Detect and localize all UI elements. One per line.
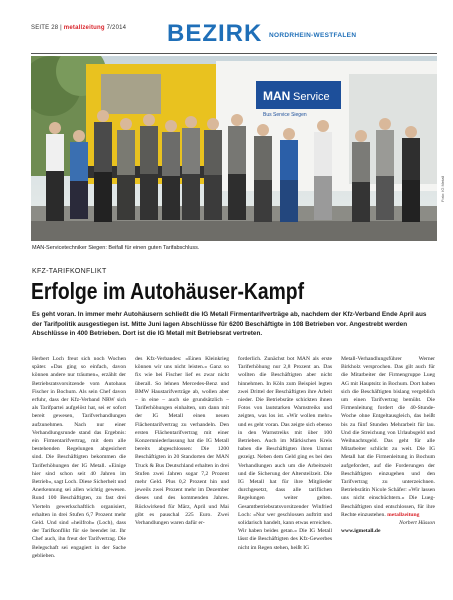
article-kicker: KFZ-TARIFKONFLIKT [32,268,107,275]
page-number: SEITE 28 [31,25,59,31]
article-column-2 [135,355,229,527]
article-column-3 [238,355,332,552]
article-body [32,355,438,585]
issue-number: 7/2014 [106,25,127,31]
page-meta: SEITE 28 | metallzeitung 7/2014 [31,25,127,31]
article-lead: Es geht voran. In immer mehr Autohäusern schließt die IG Metall Firmentarifverträge ab, nachdem der Kfz-Verband Ende April aus der Tarifpolitik ausgestiegen ist. Mitte Juni lagen Abschlüsse für 6200 Beschäftigte in 108 Betrieben vor. Angestrebt werden Abschlüsse in 400 Betrieben. Dort ist die IG Metall mit Betriebsrat vertreten. [32,311,427,337]
section-title: BEZIRK [167,20,263,47]
sign-text: Service [293,91,330,103]
column-4-body: Metall-Verhandlungsführer Werner Birkholz versprochen. Das gilt auch für die Mitarbeiter der Firmengruppe Lueg AG mit Hauptsitz in Bochum. Dort haben sich die Beschäftigten bislang vergeblich um einen Tarifvertrag bemüht. Die Firmenleitung fordert die 40-Stunde-Woche ohne Entgeltausgleich, das heißt bis zu fünf Stunden Mehrarbeit für lau. Und die Streichung von Urlaubsgeld und Weihnachtsgeld. Das geht für alle Mitarbeiter schlicht zu weit. Die IG Metall hat die Firmenleitung in Bochum aufgefordert, auf die Forderungen der Beschäftigten einzugehen und den Tarifvertrag zu unterzeichnen. Betriebsrätin Nicole Schäfer: »Wir lassen uns nicht einschüchtern.« Die Lueg-Beschäftigten sind entschlossen, für ihre Rechte einzustehen. [341,356,435,518]
article-column-1 [32,355,126,560]
sign-sub: Bus Service Siegen [263,112,307,118]
sign-brand: MAN [263,89,291,103]
photo-caption: MAN-Servicetechniker Siegen: Beifall für einen guten Tarifabschluss. [32,245,200,251]
header-divider [31,53,437,54]
publication-name: metallzeitung [63,25,105,31]
article-headline: Erfolge im Autohäuser-Kampf [31,278,305,304]
column-2-text: des Kfz-Verbandes: »Einen Kleinkrieg können wir uns nicht leisten.« Ganz so fix wie bei Fischer lief es zwar nicht überall. So lehnen Mercedes-Benz und BMW Haustarifverträge ab, wollen aber – in eine – auch sie grundsätzlich – Tariferhöhungen einhalten, um dann mit der IG Metall einen neuen Flächentarifvertrag zu verhandeln. Den ersten Flächentarifvertrag mit einer Konzernniederlassung hat die IG Metall bereits abgeschlossen: Die 1200 Beschäftigten in 20 Standorten der MAN Truck & Bus Deutschland erhalten in drei Stufen zwei Jahren sogar 7,2 Prozent mehr Geld. Plus 0,2 Prozent hin und jeweils zwei Prozent mehr im Dezember dieses und des kommenden Jahres. Rückwirkend für März, April und Mai gibt es pauschal 225 Euro. Zwei Verhandlungen waren dafür er- [135,356,229,527]
column-4-text [341,355,435,519]
web-link[interactable]: www.igmetall.de [341,528,381,535]
column-1-text: Herbert Loch freut sich noch Wochen später. »Das ging so einfach, davon können andere nur träumen«, erzählt der Betriebsratsvorsitzende vom Autohaus Fischer in Bochum. Als sein Chef davon erfuhr, dass der Kfz-Verband NRW sich als Tarifpartei aufgelöst hat, sei er sofort bereit gewesen, Tarifverhandlungen aufzunehmen. Nach nur einer Verhandlungsrunde stand das Ergebnis: ein Firmentarifvertrag, mit dem alle bestehenden Regelungen abgesichert sind. Die Beschäftigten bekommen die Tariferhöhungen der IG Metall. »Einige hier sind schon seit 40 Jahren im Betrieb«, sagt Loch. Diese Sicherheit und Anerkennung sei allen wichtig gewesen. Rund 100 Beschäftigten, zu fast drei Vierteln gewerkschaftlich organisiert, erhalten in drei Stufen 6,7 Prozent mehr Geld. Und sind »heilfroh« (Loch), dass der Tarifkonflikt für sie beendet ist. Ihr Chef auch, ihn freut der Tarifvertrag. Die Belegschaft sei engagiert in der Sache geblieben. [32,356,126,559]
group-photo [31,56,437,241]
article-column-4 [341,355,435,535]
group-photo-illustration [31,56,437,241]
article-author: Norbert Hüsson [399,520,435,527]
page-header [31,22,437,52]
highlight-term: metallzeitung [387,511,420,518]
photo-credit: Foto: IG Metall [440,175,445,202]
region-title: NORDRHEIN-WESTFALEN [269,32,357,39]
column-3-text: forderlich. Zunächst bot MAN als erste Tariferhöhung nur 2,8 Prozent an. Das wollten die Beschäftigten aber nicht hinnehmen. In Köln zum Beispiel legten zwei Drittel der Beschäftigten ihre Arbeit nieder. Die Betriebsräte schickten ihnen Fotos von lautstarken Warnstreiks und zeigten, was los ist. »Wir wollen mehr« und es geht voran. Das zeigte sich ebenso in den Warnstreiks mit über 100 Betrieben. Auch im Märkischen Kreis haben die Beschäftigten ihren Unmut gezeigt. Neben dem Geld ging es bei den Verhandlungen auch um die Arbeitszeit und die Sicherung der Altersteilzeit. Die IG Metall hat für ihre Mitglieder durchgesetzt, dass alle tariflichen Regelungen weiter gelten. Gesamtbetriebsratsvorsitzender Winfried Loch: »Nur wer geschlossen auftritt und solidarisch handelt, kann etwas erreichen. Wir haben beides getan.« Die IG Metall lässt die Beschäftigten des Kfz-Gewerbes nicht im Regen stehen, heißt IG [238,356,332,551]
